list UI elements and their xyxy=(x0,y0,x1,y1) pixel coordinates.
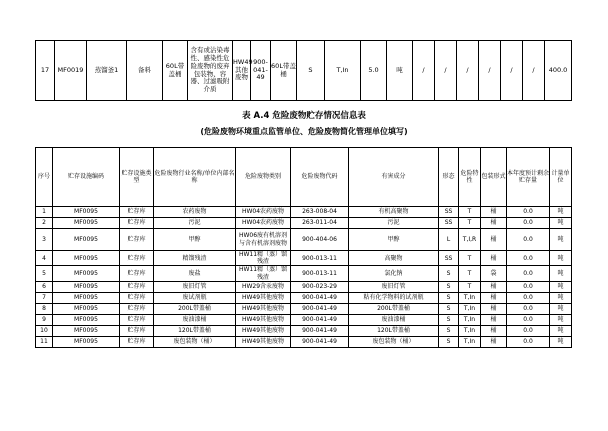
table-cell: SS xyxy=(439,218,459,229)
table-cell: HW04农药废物 xyxy=(236,218,291,229)
table-cell: 桶 xyxy=(481,229,507,251)
table-cell: 7 xyxy=(36,292,53,303)
table-row xyxy=(36,251,572,266)
table-cell: T,In xyxy=(459,303,481,314)
table-row xyxy=(36,41,572,101)
table-cell: 废盐 xyxy=(154,266,236,281)
table-cell: S xyxy=(439,292,459,303)
table-cell: 吨 xyxy=(550,325,572,336)
table-cell: 900-041-49 xyxy=(291,292,349,303)
table-cell: 桶 xyxy=(481,303,507,314)
table-cell: 桶 xyxy=(481,336,507,347)
table-cell: HW49其他废物 xyxy=(236,314,291,325)
table-cell: 精馏残渣 xyxy=(154,251,236,266)
column-header: 有害成分 xyxy=(349,148,439,207)
table-cell: MF0095 xyxy=(53,218,120,229)
table-cell: 桶 xyxy=(481,281,507,292)
table-cell: MF0095 xyxy=(53,281,120,292)
table-cell: 桶 xyxy=(481,292,507,303)
table-cell: T xyxy=(459,281,481,292)
table-cell: 甲醇 xyxy=(349,229,439,251)
table-row xyxy=(36,266,572,281)
table-cell: / xyxy=(479,41,501,101)
table-cell: 0.0 xyxy=(507,292,550,303)
table-cell: SS xyxy=(439,251,459,266)
table-cell: T,In xyxy=(459,336,481,347)
table-cell: 200L带盖桶 xyxy=(154,303,236,314)
table-cell: 200L带盖桶 xyxy=(349,303,439,314)
table-cell: 900-013-11 xyxy=(291,266,349,281)
previous-page-table-fragment xyxy=(35,40,572,101)
table-cell: T xyxy=(459,218,481,229)
storage-info-table xyxy=(35,147,572,348)
table-cell: 粘有化学物料的试剂瓶 xyxy=(349,292,439,303)
table-cell: 废油漆桶 xyxy=(154,314,236,325)
table-cell: 900-041-49 xyxy=(251,41,271,101)
table-cell: HW49其他废物 xyxy=(233,41,251,101)
table-cell: 备料 xyxy=(127,41,163,101)
table-cell: S xyxy=(439,266,459,281)
column-header: 本年度预计剩余贮存量 xyxy=(507,148,550,207)
table-cell: MF0095 xyxy=(53,292,120,303)
table-cell: 废包装物（桶） xyxy=(154,336,236,347)
table-cell: S xyxy=(439,314,459,325)
table-cell: 污泥 xyxy=(349,218,439,229)
table-cell: 900-041-49 xyxy=(291,336,349,347)
table-cell: 吨 xyxy=(550,229,572,251)
table-cell: 吨 xyxy=(550,303,572,314)
table-cell: 11 xyxy=(36,336,53,347)
table-title: 表 A.4 危险废物贮存情况信息表 xyxy=(242,111,366,121)
table-cell: T xyxy=(459,207,481,218)
table-cell: HW49其他废物 xyxy=(236,303,291,314)
column-header: 危险废物行业名称/单位内部名称 xyxy=(154,148,236,207)
column-header: 危险特性 xyxy=(459,148,481,207)
table-cell: 袋 xyxy=(481,266,507,281)
table-cell: 5.0 xyxy=(361,41,387,101)
table-cell: MF0095 xyxy=(53,229,120,251)
table-cell: HW49其他废物 xyxy=(236,325,291,336)
table-cell: 263-011-04 xyxy=(291,218,349,229)
table-cell: 4 xyxy=(36,251,53,266)
table-cell: S xyxy=(439,336,459,347)
table-cell: 桶 xyxy=(481,207,507,218)
table-cell: 0.0 xyxy=(507,336,550,347)
table-row xyxy=(36,336,572,347)
column-header: 危险废物代码 xyxy=(291,148,349,207)
table-cell: T,In xyxy=(325,41,361,101)
table-cell: MF0095 xyxy=(53,336,120,347)
table-cell: 贮存库 xyxy=(120,229,154,251)
table-cell: 贮存库 xyxy=(120,303,154,314)
table-cell: 0.0 xyxy=(507,314,550,325)
table-cell: S xyxy=(297,41,325,101)
table-cell: HW06废有机溶剂与含有机溶剂废物 xyxy=(236,229,291,251)
table-cell: HW11精（蒸）馏残渣 xyxy=(236,266,291,281)
table-cell: MF0095 xyxy=(53,325,120,336)
table-cell: 900-041-49 xyxy=(291,314,349,325)
table-cell: HW04农药废物 xyxy=(236,207,291,218)
table-cell: MF0095 xyxy=(53,303,120,314)
table-cell: 蒸馏釜1 xyxy=(87,41,127,101)
table-cell: 吨 xyxy=(387,41,413,101)
table-cell: 900-041-49 xyxy=(291,303,349,314)
table-cell: 农药废物 xyxy=(154,207,236,218)
table-cell: 60L带盖桶 xyxy=(271,41,297,101)
table-cell: 2 xyxy=(36,218,53,229)
table-cell: MF0095 xyxy=(53,207,120,218)
table-row xyxy=(36,229,572,251)
table-cell: / xyxy=(523,41,545,101)
table-cell: MF0095 xyxy=(53,251,120,266)
table-cell: 废包装物（桶） xyxy=(349,336,439,347)
table-row xyxy=(36,207,572,218)
table-cell: S xyxy=(439,281,459,292)
table-cell: HW29含汞废物 xyxy=(236,281,291,292)
column-header: 计量单位 xyxy=(550,148,572,207)
header-row xyxy=(36,148,572,207)
table-cell: 吨 xyxy=(550,292,572,303)
table-cell: 废油漆桶 xyxy=(349,314,439,325)
table-row xyxy=(36,303,572,314)
table-cell: 吨 xyxy=(550,266,572,281)
table-cell: 废旧灯管 xyxy=(349,281,439,292)
table-cell: 桶 xyxy=(481,325,507,336)
table-cell: MF0019 xyxy=(55,41,87,101)
table-cell: 含有或沾染毒性、感染性危险废物的废弃包装物、容器、过滤吸附介质 xyxy=(188,41,233,101)
table-cell: / xyxy=(435,41,457,101)
table-cell: L xyxy=(439,229,459,251)
table-cell: 0.0 xyxy=(507,303,550,314)
table-cell: 贮存库 xyxy=(120,218,154,229)
table-cell: 贮存库 xyxy=(120,336,154,347)
table-cell: SS xyxy=(439,207,459,218)
table-cell: 贮存库 xyxy=(120,292,154,303)
table-cell: 60L带盖桶 xyxy=(163,41,188,101)
table-cell: 贮存库 xyxy=(120,207,154,218)
table-row xyxy=(36,314,572,325)
table-cell: HW49其他废物 xyxy=(236,292,291,303)
table-cell: 吨 xyxy=(550,281,572,292)
table-cell: 废试剂瓶 xyxy=(154,292,236,303)
table-cell: 吨 xyxy=(550,314,572,325)
table-cell: HW49其他废物 xyxy=(236,336,291,347)
column-header: 形态 xyxy=(439,148,459,207)
table-subtitle: (危险废物环境重点监管单位、危险废物简化管理单位填写) xyxy=(200,127,408,136)
table-cell: T,I,R xyxy=(459,229,481,251)
table-cell: 3 xyxy=(36,229,53,251)
table-cell: 0.0 xyxy=(507,218,550,229)
table-cell: 吨 xyxy=(550,207,572,218)
table-row xyxy=(36,281,572,292)
table-cell: 120L带盖桶 xyxy=(349,325,439,336)
table-cell: 17 xyxy=(36,41,55,101)
table-cell: 有机高聚物 xyxy=(349,207,439,218)
column-header: 贮存设施编码 xyxy=(53,148,120,207)
table-row xyxy=(36,325,572,336)
table-cell: 桶 xyxy=(481,251,507,266)
table-cell: HW11精（蒸）馏残渣 xyxy=(236,251,291,266)
table-cell: 吨 xyxy=(550,218,572,229)
table-row xyxy=(36,218,572,229)
table-cell: 贮存库 xyxy=(120,266,154,281)
table-cell: 1 xyxy=(36,207,53,218)
table-cell: 0.0 xyxy=(507,281,550,292)
table-cell: T xyxy=(459,251,481,266)
table-cell: MF0095 xyxy=(53,266,120,281)
table-cell: 0.0 xyxy=(507,251,550,266)
column-header: 危险废物类别 xyxy=(236,148,291,207)
table-cell: 10 xyxy=(36,325,53,336)
table-cell: T,In xyxy=(459,325,481,336)
table-cell: 6 xyxy=(36,281,53,292)
table-cell: 263-008-04 xyxy=(291,207,349,218)
table-cell: MF0095 xyxy=(53,314,120,325)
table-cell: / xyxy=(501,41,523,101)
table-cell: T,In xyxy=(459,292,481,303)
table-cell: 900-404-06 xyxy=(291,229,349,251)
table-cell: 废旧灯管 xyxy=(154,281,236,292)
table-cell: 贮存库 xyxy=(120,251,154,266)
table-cell: 9 xyxy=(36,314,53,325)
table-cell: 吨 xyxy=(550,251,572,266)
table-cell: 900-041-49 xyxy=(291,325,349,336)
table-cell: 桶 xyxy=(481,314,507,325)
table-cell: T xyxy=(459,266,481,281)
table-cell: T,In xyxy=(459,314,481,325)
table-cell: 0.0 xyxy=(507,207,550,218)
column-header: 序号 xyxy=(36,148,53,207)
table-cell: 5 xyxy=(36,266,53,281)
table-cell: 高聚物 xyxy=(349,251,439,266)
table-cell: 120L带盖桶 xyxy=(154,325,236,336)
table-cell: 900-013-11 xyxy=(291,251,349,266)
table-cell: / xyxy=(413,41,435,101)
table-cell: 贮存库 xyxy=(120,281,154,292)
table-row xyxy=(36,292,572,303)
table-cell: 氯化钠 xyxy=(349,266,439,281)
table-cell: S xyxy=(439,325,459,336)
column-header: 包装形式 xyxy=(481,148,507,207)
table-cell: / xyxy=(457,41,479,101)
column-header: 贮存设施类型 xyxy=(120,148,154,207)
table-cell: 甲醇 xyxy=(154,229,236,251)
table-cell: 桶 xyxy=(481,218,507,229)
table-cell: 8 xyxy=(36,303,53,314)
table-cell: 贮存库 xyxy=(120,314,154,325)
table-cell: 吨 xyxy=(550,336,572,347)
table-cell: 900-023-29 xyxy=(291,281,349,292)
table-cell: 污泥 xyxy=(154,218,236,229)
table-cell: 0.0 xyxy=(507,266,550,281)
table-cell: 0.0 xyxy=(507,229,550,251)
table-cell: 400.0 xyxy=(545,41,572,101)
table-cell: 贮存库 xyxy=(120,325,154,336)
table-cell: 0.0 xyxy=(507,325,550,336)
table-cell: S xyxy=(439,303,459,314)
